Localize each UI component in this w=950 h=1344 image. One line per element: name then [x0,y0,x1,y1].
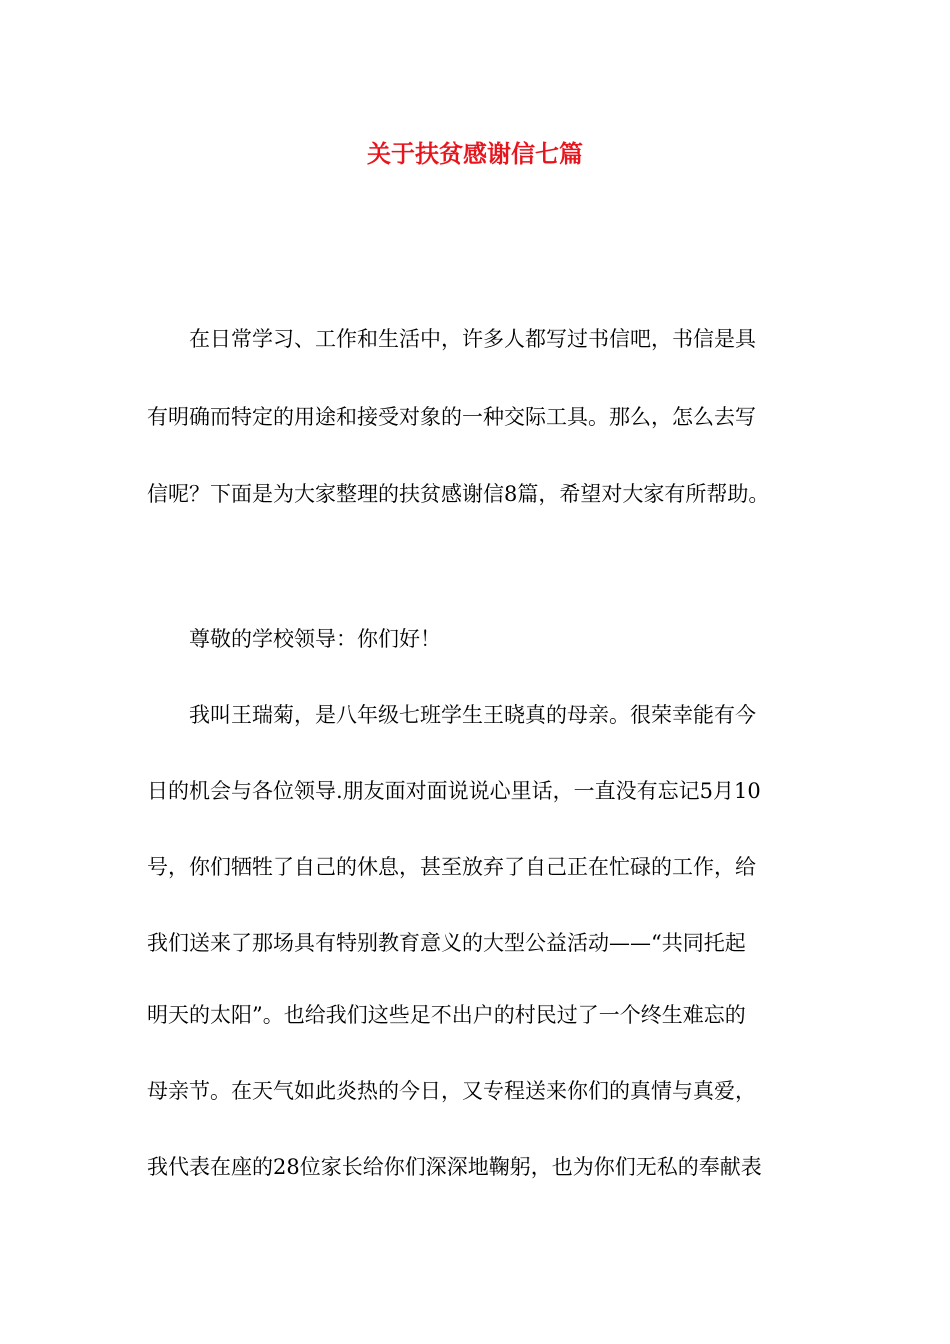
body-line-6: 母亲节。在天气如此炎热的今日，又专程送来你们的真情与真爱， [147,1079,756,1103]
body-line-4: 我们送来了那场具有特别教育意义的大型公益活动——“共同托起 [147,931,746,955]
body-line-1: 我叫王瑞菊，是八年级七班学生王晓真的母亲。很荣幸能有今 [189,703,756,727]
intro-line-3: 信呢？下面是为大家整理的扶贫感谢信8篇，希望对大家有所帮助。 [147,482,770,506]
body-line-3: 号，你们牺牲了自己的休息，甚至放弃了自己正在忙碌的工作，给 [147,855,756,879]
body-line-2: 日的机会与各位领导.朋友面对面说说心里话，一直没有忘记5月10 [147,779,761,803]
body-line-7: 我代表在座的28位家长给你们深深地鞠躬，也为你们无私的奉献表 [147,1155,762,1179]
intro-line-2: 有明确而特定的用途和接受对象的一种交际工具。那么，怎么去写 [147,405,756,429]
intro-line-1: 在日常学习、工作和生活中，许多人都写过书信吧，书信是具 [189,327,756,351]
letter-salutation: 尊敬的学校领导：你们好！ [189,627,441,651]
document-title: 关于扶贫感谢信七篇 [367,139,583,168]
body-line-5: 明天的太阳”。也给我们这些足不出户的村民过了一个终生难忘的 [147,1003,746,1027]
